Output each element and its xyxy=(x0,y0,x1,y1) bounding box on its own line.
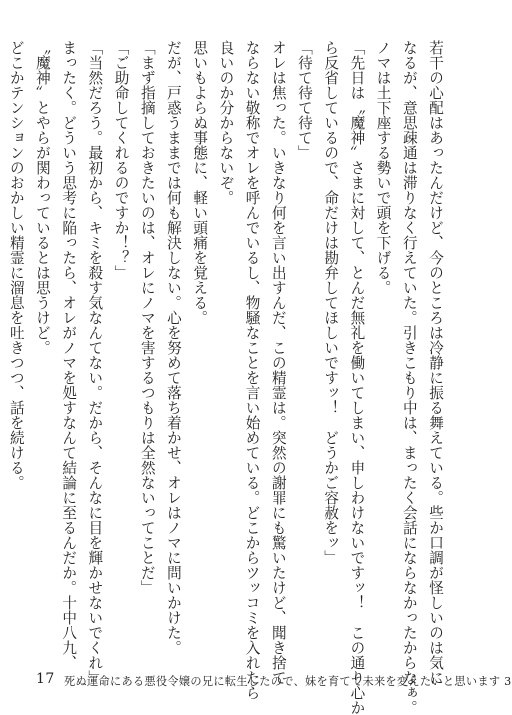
text-line: 〝魔神〟とやらが関わっているとは思うけど。 xyxy=(33,40,51,355)
text-line: 「ご助命してくれるのですか！？」 xyxy=(112,40,130,280)
text-line: 「先日は〝魔神〟さまに対して、とんだ無礼を働いてしまい、申しわけないですッ！ この通り心か xyxy=(348,40,366,715)
text-line: 若干の心配はあったんだけど、今のところは冷静に振る舞えている。些か口調が怪しいのは気に xyxy=(427,40,444,685)
text-line: まったく。どういう思考に陥ったら、オレがノマを処すなんて結論に至るんだか。十中八九、 xyxy=(60,40,78,670)
text-line: オレは焦った。いきなり何を言い出すんだ、この精霊は。突然の謝罪にも驚いたけど、聞き捨て xyxy=(269,40,287,685)
page-footer xyxy=(0,671,512,695)
text-line: ノマは土下座する勢いで頭を下げる。 xyxy=(374,40,392,295)
text-line xyxy=(0,40,3,640)
text-line: 良いのか分からないぞ。 xyxy=(217,40,235,205)
text-line: 「まず指摘しておきたいのは、オレにノマを害するつもりは全然ないってことだ」 xyxy=(138,40,156,595)
page-number: 17 xyxy=(36,671,55,687)
text-line: だが、戸惑うままでは何も解決しない。心を努めて落ち着かせ、オレはノマに問いかけた。 xyxy=(164,40,182,655)
text-line: 「当然だろう。最初から、キミを殺す気なんてない。だから、そんなに目を輝かせないでくれ」 xyxy=(86,40,104,685)
text-line: ら反省しているので、命だけは勘弁してほしいですッ！ どうかご容赦をッ」 xyxy=(322,40,340,565)
text-line: 思いもよらぬ事態に、軽い頭痛を覚える。 xyxy=(191,40,209,325)
text-line: ならない敬称でオレを呼んでいるし、物騒なことを言い始めている。どこからツッコミを入れたら xyxy=(243,40,261,700)
text-line: 「待て待て待て」 xyxy=(295,40,313,160)
text-line: なるが、意思疎通は滞りなく行えていた。引きこもり中は、まったく会話にならなかったからなぁ。 xyxy=(400,40,418,715)
text-line: どこかテンションのおかしい精霊に溜息を吐きつつ、話を続ける。 xyxy=(7,40,25,490)
running-title: 死ぬ運命にある悪役令嬢の兄に転生したので、妹を育てて未来を変えたいと思います 3 xyxy=(64,675,512,688)
